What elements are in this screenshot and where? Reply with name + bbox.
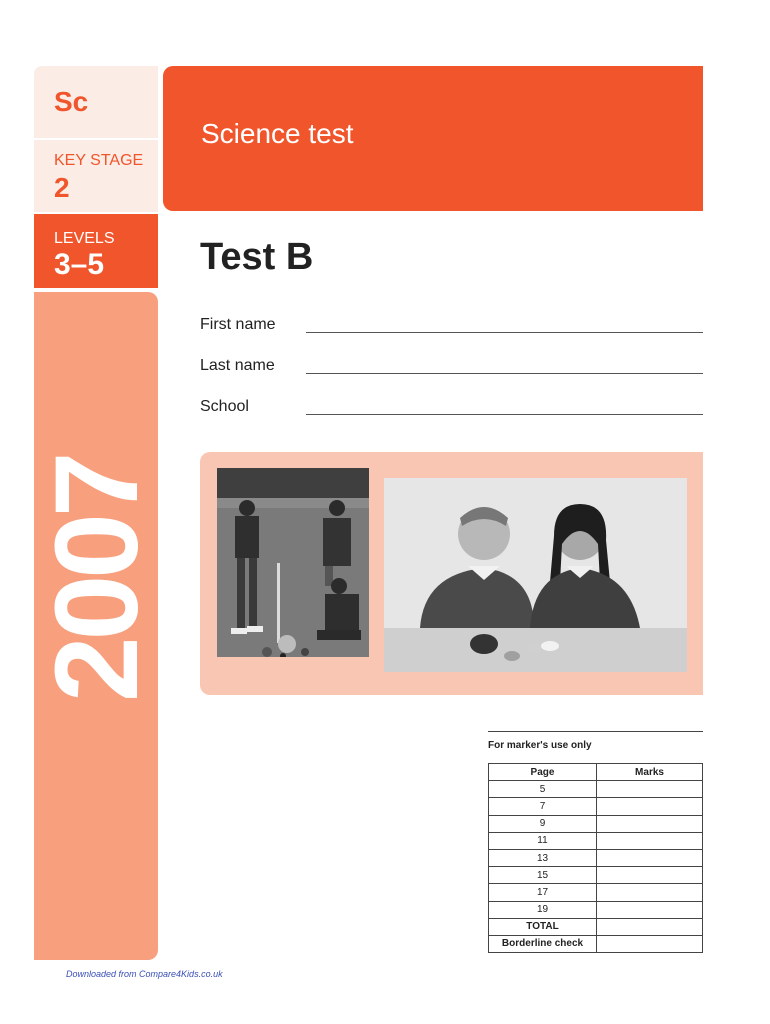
levels-box xyxy=(34,214,158,288)
subject-code: Sc xyxy=(54,86,89,117)
key-stage-value: 2 xyxy=(54,172,70,203)
test-title: Test B xyxy=(200,236,314,278)
levels-label: LEVELS xyxy=(54,230,115,247)
page-cell: 7 xyxy=(489,798,597,815)
marks-table xyxy=(488,763,703,953)
marks-cell[interactable] xyxy=(597,832,703,849)
page-cell: 9 xyxy=(489,815,597,832)
page-cell: 11 xyxy=(489,832,597,849)
column-header-page: Page xyxy=(489,764,597,781)
marks-cell[interactable] xyxy=(597,849,703,866)
table-row xyxy=(489,884,703,901)
marker-rule xyxy=(488,731,703,732)
borderline-cell[interactable] xyxy=(597,935,703,952)
total-cell[interactable] xyxy=(597,918,703,935)
table-header-row xyxy=(489,764,703,781)
key-stage-label: KEY STAGE xyxy=(54,152,144,169)
source-footer: Downloaded from Compare4Kids.co.uk xyxy=(66,969,223,979)
first-name-label: First name xyxy=(200,316,276,333)
table-row xyxy=(489,849,703,866)
last-name-label: Last name xyxy=(200,357,275,374)
total-label: TOTAL xyxy=(489,918,597,935)
school-field[interactable] xyxy=(306,414,703,415)
header-band xyxy=(163,66,703,211)
column-header-marks: Marks xyxy=(597,764,703,781)
marks-cell[interactable] xyxy=(597,901,703,918)
borderline-label: Borderline check xyxy=(489,935,597,952)
table-row xyxy=(489,832,703,849)
school-row xyxy=(200,398,703,424)
marks-cell[interactable] xyxy=(597,867,703,884)
table-row xyxy=(489,901,703,918)
table-row xyxy=(489,867,703,884)
marks-cell[interactable] xyxy=(597,781,703,798)
year-band xyxy=(31,292,163,960)
header-title: Science test xyxy=(201,118,354,149)
levels-value: 3–5 xyxy=(54,248,105,281)
school-label: School xyxy=(200,398,249,415)
marker-title: For marker's use only xyxy=(488,740,592,751)
last-name-row xyxy=(200,357,703,383)
page-cell: 15 xyxy=(489,867,597,884)
marks-cell[interactable] xyxy=(597,884,703,901)
first-name-row xyxy=(200,316,703,342)
marks-cell[interactable] xyxy=(597,798,703,815)
borderline-row xyxy=(489,935,703,952)
marks-cell[interactable] xyxy=(597,815,703,832)
page-cell: 13 xyxy=(489,849,597,866)
page-cell: 5 xyxy=(489,781,597,798)
table-row xyxy=(489,815,703,832)
total-row xyxy=(489,918,703,935)
table-row xyxy=(489,781,703,798)
outdoor-photo xyxy=(217,468,369,657)
year-text: 2007 xyxy=(31,455,163,702)
subject-box xyxy=(34,66,158,138)
last-name-field[interactable] xyxy=(306,373,703,374)
classroom-photo xyxy=(384,478,687,672)
page-cell: 19 xyxy=(489,901,597,918)
key-stage-box xyxy=(34,140,158,212)
page-cell: 17 xyxy=(489,884,597,901)
table-row xyxy=(489,798,703,815)
first-name-field[interactable] xyxy=(306,332,703,333)
